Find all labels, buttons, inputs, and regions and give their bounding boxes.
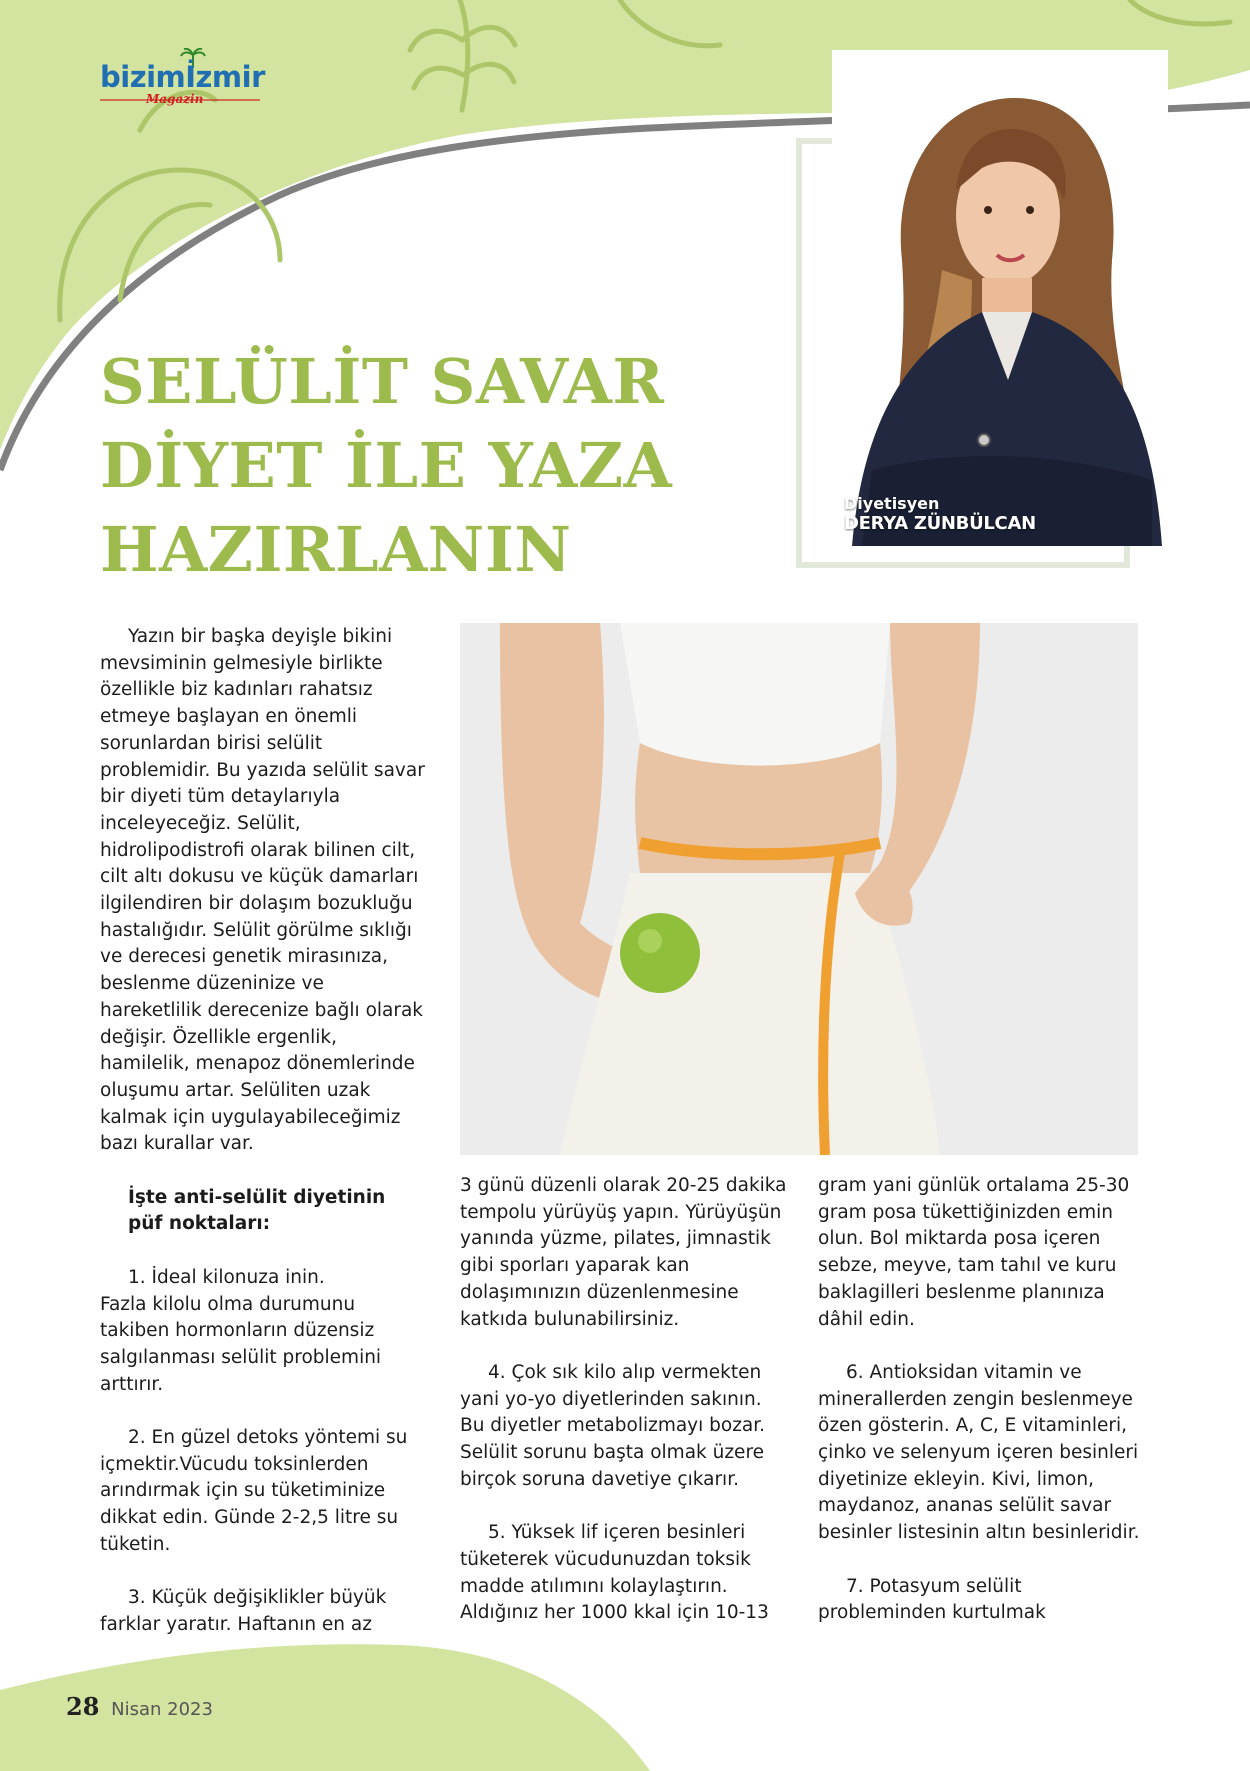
text-column-2	[460, 1173, 790, 1627]
article-title	[100, 340, 700, 592]
title-line: HAZIRLANIN	[100, 513, 572, 586]
subheading: püf noktaları:	[128, 1213, 271, 1235]
tip-3-end: 3 günü düzenli olarak 20-25 dakika tempolu yürüyüş yapın. Yürüyüşün yanında yüzme, pilates, jimnastik gibi sporları yaparak kan dolaşımınızın düzenlenmesine katkıda bulunabilirsiniz.	[460, 1175, 787, 1330]
tip-4: 4. Çok sık kilo alıp vermekten yani yo-yo diyetlerinden sakının. Bu diyetler metabolizmayı bozar. Selülit sorunu başta olmak üzere birçok soruna davetiye çıkarır.	[460, 1361, 766, 1490]
brand-name: bizimİzmir	[100, 60, 265, 94]
page-footer	[66, 1692, 213, 1721]
brand-sub: Magazin	[146, 92, 204, 106]
tip-7-start: 7. Potasyum selülit probleminden kurtulmak	[818, 1575, 1046, 1624]
title-line: DİYET İLE YAZA	[100, 429, 673, 502]
brand-logo[interactable]	[100, 60, 270, 112]
author-role: Diyetisyen	[844, 494, 940, 513]
tip-6: 6. Antioksidan vitamin ve minerallerden zengin beslenmeye özen gösterin. A, C, E vitaminleri, çinko ve selenyum içeren besinleri diyetinize ekleyin. Kivi, limon, maydanoz, ananas selülit savar besinler listesinin altın besinleridir.	[818, 1361, 1140, 1544]
tip-2: 2. En güzel detoks yöntemi su içmektir.Vücudu toksinlerden arındırmak için su tüketiminize dikkat edin. Günde 2-2,5 litre su tüketin.	[100, 1427, 408, 1555]
tip-5-start: 5. Yüksek lif içeren besinleri tüketerek vücudunuzdan toksik madde atılımını kolaylaştırın. Aldığınız her 1000 kkal için 10-13	[460, 1522, 769, 1624]
subheading: İşte anti-selülit diyetinin	[128, 1186, 386, 1208]
tip-3-start: 3. Küçük değişiklikler büyük farklar yaratır. Haftanın en az	[100, 1587, 387, 1635]
text-column-3	[818, 1173, 1148, 1627]
tip-1-heading: 1. İdeal kilonuza inin.	[128, 1266, 325, 1288]
article-photo	[460, 623, 1138, 1155]
author-name: DERYA ZÜNBÜLCAN	[844, 513, 1036, 534]
author-portrait-image	[832, 50, 1168, 546]
text-column-1	[100, 624, 430, 1639]
intro-paragraph: Yazın bir başka deyişle bikini mevsiminin gelmesiyle birlikte özellikle biz kadınları rahatsız etmeye başlayan en önemli sorunlardan birisi selülit problemidir. Bu yazıda selülit savar bir diyeti tüm detaylarıyla inceleyeceğiz. Selülit, hidrolipodistrofi olarak bilinen cilt, cilt altı dokusu ve küçük damarları ilgilendiren bir dolaşım bozukluğu hastalığıdır. Selülit görülme sıklığı ve derecesi genetik mirasınıza, beslenme düzeninize ve hareketlilik derecenize bağlı olarak değişir. Özellikle ergenlik, hamilelik, menapoz dönemlerinde oluşumu artar. Selüliten uzak kalmak için uygulayabileceğimiz bazı kurallar var.	[100, 626, 425, 1155]
author-caption	[844, 494, 1036, 534]
title-line: SELÜLİT SAVAR	[100, 345, 665, 418]
waist-measure-photo	[460, 623, 1138, 1155]
tip-1-body: Fazla kilolu olma durumunu takiben hormonların düzensiz salgılanması selülit problemini arttırır.	[100, 1293, 382, 1395]
author-portrait	[832, 50, 1168, 546]
issue-date: Nisan 2023	[111, 1699, 213, 1720]
page-number: 28	[66, 1692, 100, 1721]
tip-5-end: gram yani günlük ortalama 25-30 gram posa tükettiğinizden emin olun. Bol miktarda posa içeren sebze, meyve, tam tahıl ve kuru baklagilleri beslenme planınıza dâhil edin.	[818, 1175, 1130, 1330]
